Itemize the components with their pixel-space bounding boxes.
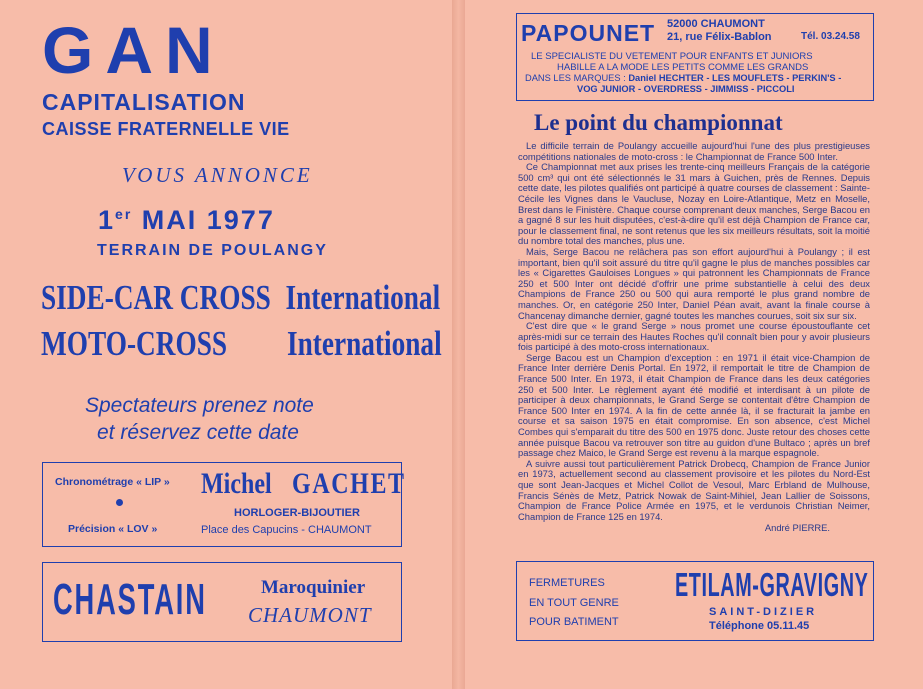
gachet-trade: HORLOGER-BIJOUTIER [234, 507, 360, 519]
gan-capitalisation: CAPITALISATION [42, 89, 246, 115]
gachet-name [201, 467, 406, 501]
papounet-name: PAPOUNET [521, 20, 656, 46]
article-title: Le point du championnat [534, 110, 783, 135]
etilam-name: ETILAM-GRAVIGNY [675, 566, 869, 603]
etilam-left2: EN TOUT GENRE [529, 597, 619, 609]
motocross-label: MOTO-CROSS [41, 324, 228, 363]
sidecar-label: SIDE-CAR CROSS [41, 278, 271, 317]
gachet-precision: Précision « LOV » [68, 523, 158, 535]
chastain-name: CHASTAIN [53, 575, 207, 624]
gachet-address: Place des Capucins - CHAUMONT [201, 524, 372, 536]
gachet-bullet [116, 499, 123, 506]
article-paragraph: Serge Bacou est un Champion d'exception : en 1971 il était vice-Champion de France Inter derrière Denis Portal. En 1972, il remportait le titre de Champion de France 500 Inter. En 1973, il était Champion de France dans les deux catégories 250 et 500 Inter. Le règlement ayant été modifié et interdisant à un pilote de participer à deux championnats, le Grand Serge se contentait d'être Champion de France 500 Inter en 1974. A la fin de cette année là, il se fracturait la jambe en course et sa saison 1975 en était compromise. En son absence, c'est Michel Combes qui s'emparait du titre des 500 en 1975 donc. Juste retour des choses cette année puisque Bacou va retrouver son titre au guidon d'une Bultaco ; après un bref passage chez Maico, le Grand Serge est revenu à la marque espagnole. [518, 351, 870, 459]
etilam-city: SAINT-DIZIER [709, 606, 818, 618]
chastain-city: CHAUMONT [248, 603, 372, 627]
article-paragraph: Le difficile terrain de Poulangy accueille aujourd'hui l'une des plus prestigieuses compétitions nationales de moto-cross : le Championnat de France 500 Inter. [518, 140, 870, 162]
papounet-line2: HABILLE A LA MODE LES PETITS COMME LES GRANDS [557, 62, 809, 73]
etilam-ad [516, 561, 874, 641]
article-paragraph: A suivre aussi tout particulièrement Patrick Drobecq, Champion de France Junior en 1973, actuellement second au classement provisoire et les pilotes du Nord-Est que sont Jean-Jacques et Michel Collot de Vesoul, Marc Erbland de Mulhouse, Francis Sénès de Metz, Patrick Nowak de Saint-Mihiel, Jean Lallier de Soissons, Champion de France Police Armée en 1975, et le verdunois Christian Neimer, Champion de France 125 en 1974. [518, 457, 870, 522]
papounet-brands-list1: Daniel HECHTER - LES MOUFLETS - PERKIN'S - [628, 73, 842, 83]
gan-caisse: CAISSE FRATERNELLE VIE [42, 119, 290, 139]
papounet-brands1 [525, 73, 841, 83]
etilam-left3: POUR BATIMENT [529, 616, 619, 628]
papounet-addr2: 21, rue Félix-Bablon [667, 31, 772, 43]
papounet-brands2: VOG JUNIOR - OVERDRESS - JIMMISS - PICCOLI [577, 84, 795, 94]
gachet-ad [42, 462, 406, 547]
sidecar-title [41, 278, 441, 318]
papounet-line1: LE SPECIALISTE DU VETEMENT POUR ENFANTS ET JUNIORS [531, 51, 813, 62]
spectateurs-line1: Spectateurs prenez note [85, 394, 314, 417]
right-page [465, 0, 923, 689]
gachet-last: GACHET [292, 467, 406, 500]
chastain-ad [42, 562, 402, 642]
sidecar-intl: International [285, 278, 441, 317]
article-paragraph: Mais, Serge Bacou ne relâchera pas son effort aujourd'hui à Poulangy ; il est important, bien qu'il soit assuré du titre qu'il gagne le plus de manches possibles car les « Cigarettes Gauloises Longues » qui patronnent les Championnats de France 250 et 500 Inter ont décidé d'offrir une prime substantielle à celui des deux Champions de France 250 ou 500 qui aura remporté le plus grand nombre de manches. Or, en catégorie 250 Inter, Daniel Péan avait, avant la finale course à Chancenay dimanche dernier, gagné toutes les manches courues, soit six sur six. [518, 245, 870, 321]
terrain-text: TERRAIN DE POULANGY [97, 242, 328, 259]
etilam-tel: Téléphone 05.11.45 [709, 620, 810, 632]
papounet-tel: Tél. 03.24.58 [801, 31, 860, 42]
papounet-brands-prefix: DANS LES MARQUES : [525, 73, 626, 83]
gachet-chrono: Chronométrage « LIP » [55, 476, 170, 488]
motocross-title [41, 324, 442, 364]
spectateurs-line2: et réservez cette date [97, 421, 299, 444]
papounet-ad [516, 13, 874, 101]
papounet-addr1: 52000 CHAUMONT [667, 18, 765, 30]
date-sup: er [115, 206, 133, 222]
article-paragraph: C'est dire que « le grand Serge » nous promet une course époustouflante cet après-midi sur ce terrain des Hautes Roches qu'il connaît bien pour y avoir plusieurs fois participé à des moto-cross internationaux. [518, 320, 870, 353]
page-fold [452, 0, 465, 689]
article-author: André PIERRE. [764, 522, 830, 534]
gachet-first: Michel [201, 467, 272, 500]
article-body [518, 141, 870, 534]
etilam-left1: FERMETURES [529, 577, 605, 589]
left-page [0, 0, 452, 689]
motocross-intl: International [286, 324, 442, 363]
chastain-trade: Maroquinier [261, 577, 366, 598]
gan-logo: GAN [42, 13, 225, 87]
article-paragraph: Ce Championnat met aux prises les trente-cinq meilleurs Français de la catégorie 500 cm³ qui ont été sélectionnés le 31 mars à Guichen, près de Rennes. Depuis cette date, les pilotes qualifiés ont participé à quatre courses de classement : Sainte-Cécile les Vignes dans le Vaucluse, Nozay en Loire-Atlantique, Metz en Moselle, Brest dans le Finistère. Chaque course comprenant deux manches, Serge Bacou en a gagné 8 sur les huit disputées, c'est-à-dire qu'il est déjà Champion de France car, pour le classement final, ne sont retenus que les six meilleurs résultats, soit la moitié du nombre total des manches, plus une. [518, 161, 870, 247]
date-rest: MAI 1977 [141, 205, 275, 235]
date-day: 1 [98, 205, 116, 235]
event-date [98, 205, 275, 236]
annonce-text: VOUS ANNONCE [122, 163, 313, 187]
